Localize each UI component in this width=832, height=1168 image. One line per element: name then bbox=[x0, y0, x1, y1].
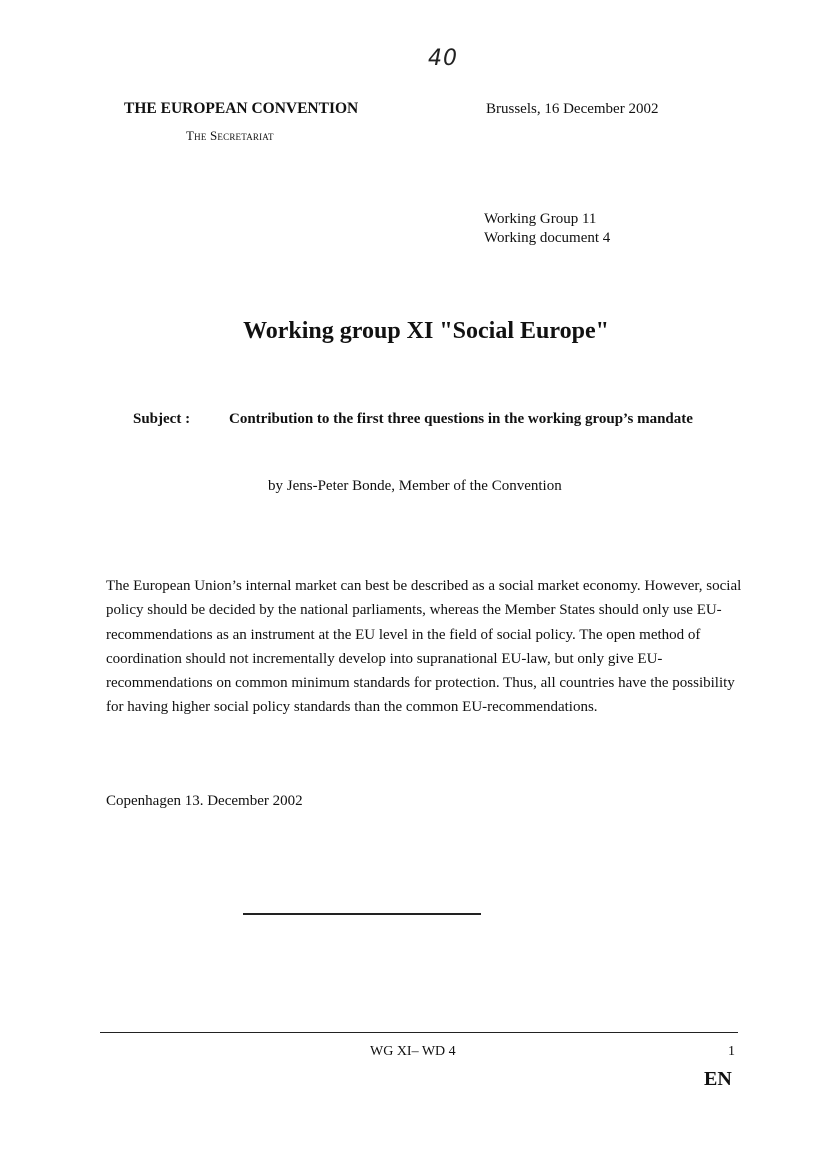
organization-name: THE EUROPEAN CONVENTION bbox=[124, 100, 359, 117]
footer-divider bbox=[100, 1032, 738, 1033]
language-code: EN bbox=[704, 1068, 732, 1090]
body-paragraph: The European Union’s internal market can best be described as a social market economy. However, social policy should be decided by the national parliaments, whereas the Member States should only use EU-recommendations as an instrument at the EU level in the field of social policy. The open method of coordination should not incrementally develop into supranational EU-law, but only give EU-recommendations on common minimum standards for protection. Thus, all countries have the possibility for having higher social policy standards than the common EU-recommendations. bbox=[106, 578, 742, 716]
author-line: by Jens-Peter Bonde, Member of the Convention bbox=[268, 478, 562, 494]
working-document-ref: Working document 4 bbox=[484, 230, 611, 246]
reference-block bbox=[484, 210, 610, 248]
signoff-line: Copenhagen 13. December 2002 bbox=[106, 793, 303, 809]
subject-text: Contribution to the first three questions in the working group’s mandate bbox=[229, 411, 693, 427]
handwritten-page-note: 40 bbox=[428, 46, 458, 71]
closing-divider bbox=[243, 913, 481, 915]
department-name: The Secretariat bbox=[186, 128, 274, 143]
page-number: 1 bbox=[728, 1044, 735, 1059]
document-title: Working group XI "Social Europe" bbox=[243, 318, 609, 344]
subject-label: Subject : bbox=[133, 411, 191, 427]
dateline: Brussels, 16 December 2002 bbox=[486, 101, 659, 117]
working-group-ref: Working Group 11 bbox=[484, 211, 597, 227]
footer-document-code: WG XI– WD 4 bbox=[370, 1044, 456, 1059]
